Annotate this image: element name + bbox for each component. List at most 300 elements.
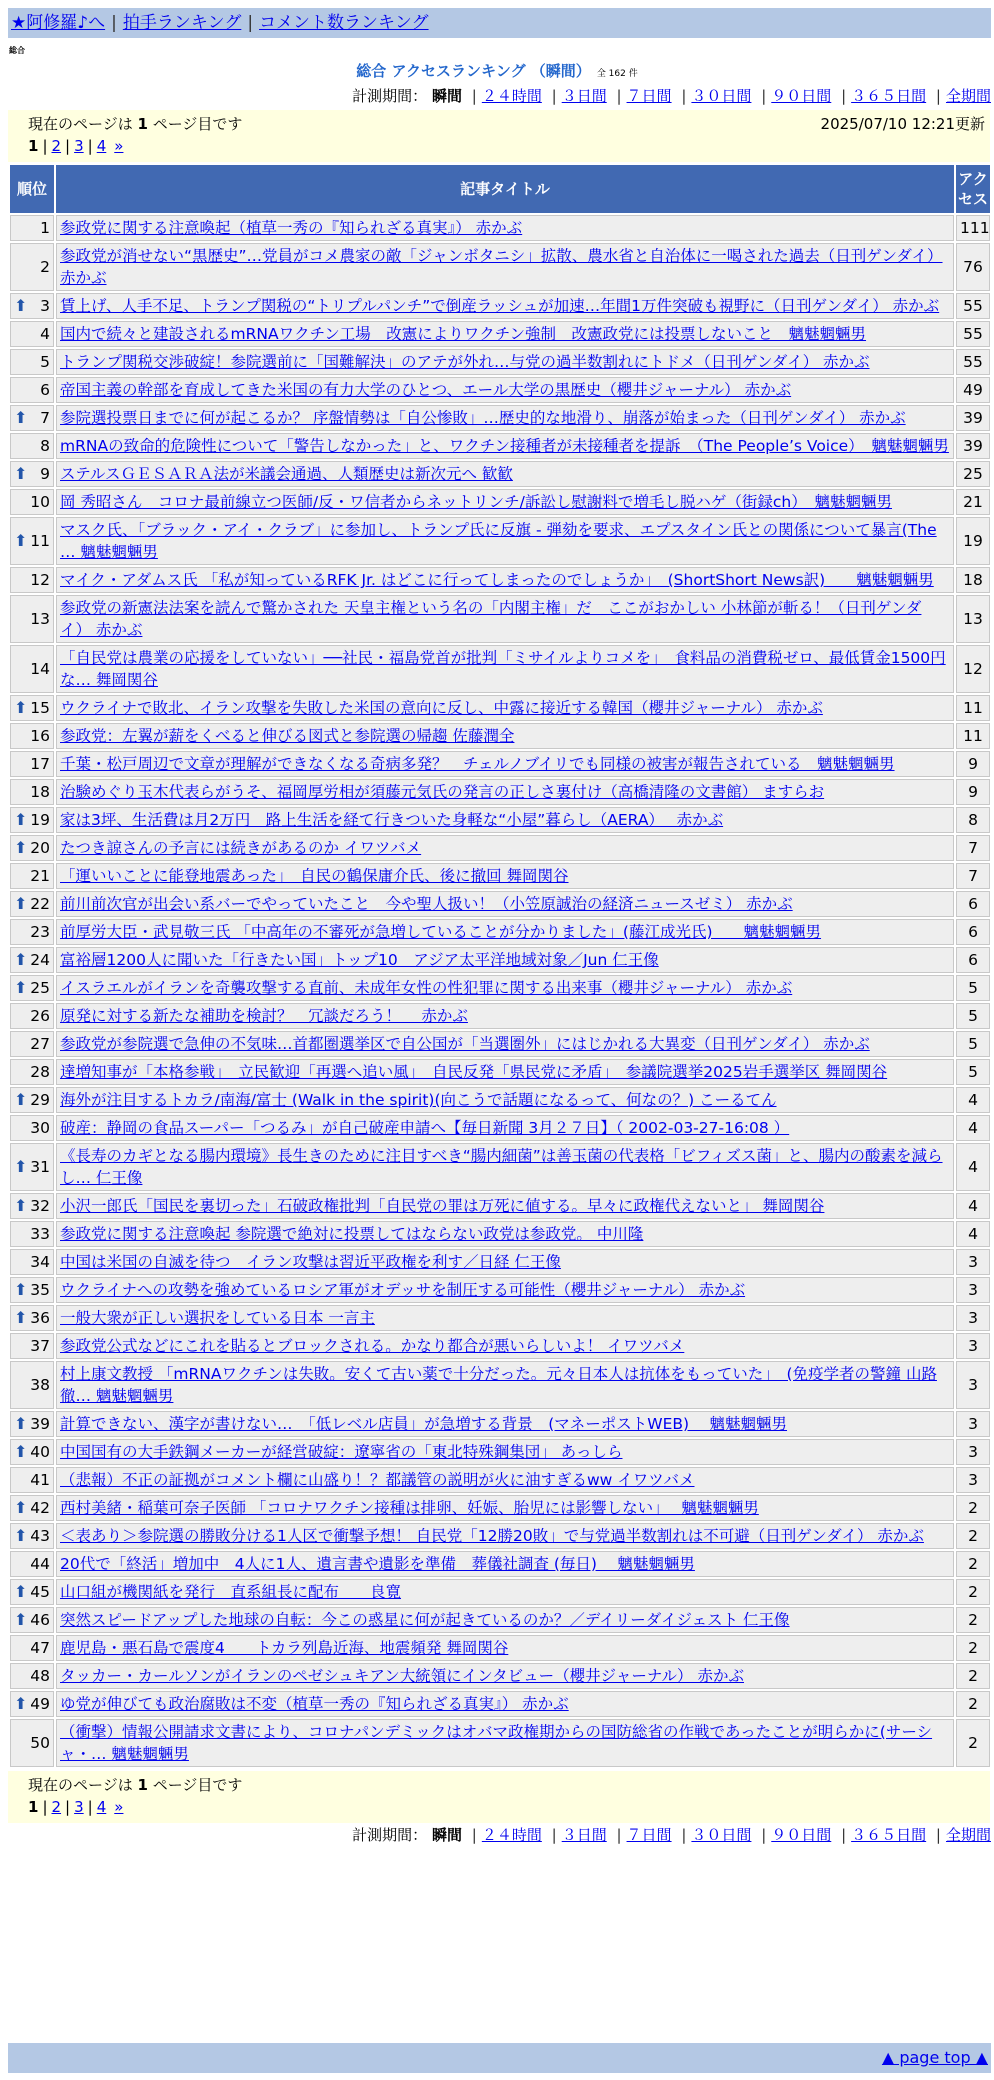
access-count: 3	[956, 1411, 990, 1437]
rank-number: 37	[30, 1337, 50, 1355]
table-header-row	[10, 165, 990, 213]
up-arrow-icon: ⬆	[14, 1196, 28, 1215]
article-link[interactable]: タッカー・カールソンがイランのペゼシュキアン大統領にインタビュー（櫻井ジャーナル） 赤かぶ	[60, 1667, 744, 1685]
access-count: 4	[956, 1087, 990, 1113]
rank-number: 12	[30, 571, 50, 589]
rank-cell	[10, 1411, 54, 1437]
nav-separator: |	[111, 13, 117, 33]
title-cell	[56, 1305, 954, 1331]
article-link[interactable]: 小沢一郎氏「国民を裏切った」石破政権批判「自民党の罪は万死に値する。早々に政権代えないと」 舞岡関谷	[60, 1197, 825, 1215]
up-arrow-icon: ⬆	[14, 1610, 28, 1629]
access-count: 5	[956, 1031, 990, 1057]
access-count: 4	[956, 1115, 990, 1141]
period-selector-bottom: 計測期間： 瞬間 | ２４時間 | ３日間 | ７日間 | ３０日間 | ９０日間 | ３６５日間 | 全期間	[352, 1826, 991, 1844]
rank-cell	[10, 1143, 54, 1191]
title-cell	[56, 919, 954, 945]
article-link[interactable]: 西村美緒・稲葉可奈子医師 「コロナワクチン接種は排卵、妊娠、胎児には影響しない」 魑魅魍魎男	[60, 1499, 759, 1517]
access-count: 11	[956, 695, 990, 721]
table-row	[10, 1143, 990, 1191]
access-count: 11	[956, 723, 990, 749]
table-row	[10, 405, 990, 431]
article-link[interactable]: 突然スピードアップした地球の自転：今この惑星に何が起きているのか？／デイリーダイジェスト 仁王像	[60, 1611, 790, 1629]
page-current: 1	[28, 1798, 39, 1816]
page-next[interactable]: »	[114, 1798, 124, 1816]
title-cell	[56, 645, 954, 693]
title-cell	[56, 1411, 954, 1437]
access-count: 76	[956, 243, 990, 291]
access-count: 2	[956, 1635, 990, 1661]
rank-number: 26	[30, 1007, 50, 1025]
title-cell	[56, 1635, 954, 1661]
table-row	[10, 1361, 990, 1409]
article-link[interactable]: 参院選投票日までに何が起こるか？ 序盤情勢は「自公惨敗」…歴史的な地滑り、崩落が始まった（日刊ゲンダイ） 赤かぶ	[60, 409, 906, 427]
article-link[interactable]: 賃上げ、人手不足、トランプ関税の“トリプルパンチ”で倒産ラッシュが加速…年間1万件突破も視野に（日刊ゲンダイ） 赤かぶ	[60, 297, 940, 315]
rank-cell	[10, 1333, 54, 1359]
period-link-90d[interactable]: ９０日間	[771, 1826, 832, 1844]
rank-number: 10	[30, 493, 50, 511]
table-row	[10, 1115, 990, 1141]
title-cell	[56, 1607, 954, 1633]
access-count: 39	[956, 405, 990, 431]
title-cell	[56, 891, 954, 917]
article-link[interactable]: 破産：静岡の食品スーパー「つるみ」が自己破産申請へ【毎日新聞 3月２７日】（ 2002-03-27-16:08 ）	[60, 1119, 790, 1137]
table-row	[10, 1495, 990, 1521]
page-link-4[interactable]: 4	[96, 1798, 107, 1816]
table-row	[10, 863, 990, 889]
access-count: 39	[956, 433, 990, 459]
rank-cell	[10, 1495, 54, 1521]
article-link[interactable]: 前厚労大臣・武見敬三氏 「中高年の不審死が急増していることが分かりました」(藤江成光氏) 魑魅魍魎男	[60, 923, 822, 941]
ranking-table	[8, 163, 992, 1769]
article-link[interactable]: ウクライナへの攻勢を強めているロシア軍がオデッサを制圧する可能性（櫻井ジャーナル） 赤かぶ	[60, 1281, 746, 1299]
title-cell	[56, 1691, 954, 1717]
access-count: 55	[956, 349, 990, 375]
rank-cell	[10, 891, 54, 917]
table-row	[10, 1059, 990, 1085]
title-cell	[56, 1333, 954, 1359]
up-arrow-icon: ⬆	[14, 531, 28, 550]
updated-timestamp: 2025/07/10 12:21更新	[820, 115, 985, 133]
article-link[interactable]: 「自民党は農業の応援をしていない」──社民・福島党首が批判「ミサイルよりコメを」 食料品の消費税ゼロ、最低賃金1500円な… 舞岡関谷	[60, 649, 946, 689]
table-row	[10, 1607, 990, 1633]
page-next[interactable]: »	[114, 137, 124, 155]
period-selector-top: 計測期間： 瞬間 | ２４時間 | ３日間 | ７日間 | ３０日間 | ９０日間 | ３６５日間 | 全期間	[352, 87, 991, 105]
rank-number: 50	[30, 1734, 50, 1752]
page-links-bottom: 1 | 2 | 3 | 4 »	[28, 1798, 124, 1816]
rank-cell	[10, 517, 54, 565]
rank-number: 14	[30, 660, 50, 678]
article-link[interactable]: 参政党が消せない“黒歴史”…党員がコメ農家の敵「ジャンボタニシ」拡散、農水省と自治体に一喝された過去（日刊ゲンダイ） 赤かぶ	[60, 247, 943, 287]
rank-cell	[10, 595, 54, 643]
access-count: 6	[956, 919, 990, 945]
article-link[interactable]: 山口組が機関紙を発行 直系組長に配布 良寛	[60, 1583, 402, 1601]
rank-number: 43	[30, 1527, 50, 1545]
page-link-2[interactable]: 2	[51, 1798, 62, 1816]
rank-cell	[10, 461, 54, 487]
rank-cell	[10, 975, 54, 1001]
article-link[interactable]: 「運いいことに能登地震あった」 自民の鶴保庸介氏、後に撤回 舞岡関谷	[60, 867, 569, 885]
rank-number: 11	[30, 532, 50, 550]
table-row	[10, 517, 990, 565]
period-current: 瞬間	[431, 1826, 462, 1844]
rank-number: 41	[30, 1471, 50, 1489]
article-link[interactable]: 鹿児島・悪石島で震度4 トカラ列島近海、地震頻発 舞岡関谷	[60, 1639, 509, 1657]
rank-cell	[10, 1607, 54, 1633]
access-count: 111	[956, 215, 990, 241]
period-link-30d[interactable]: ３０日間	[691, 87, 752, 105]
article-link[interactable]: 達増知事が「本格参戦」 立民歓迎「再選へ追い風」 自民反発「県民党に矛盾」 参議院選挙2025岩手選挙区 舞岡関谷	[60, 1063, 888, 1081]
access-count: 19	[956, 517, 990, 565]
period-link-all[interactable]: 全期間	[945, 87, 991, 105]
rank-cell	[10, 1691, 54, 1717]
up-arrow-icon: ⬆	[14, 894, 28, 913]
period-link-7d[interactable]: ７日間	[626, 1826, 672, 1844]
access-count: 4	[956, 1143, 990, 1191]
rank-number: 32	[30, 1197, 50, 1215]
page-link-2[interactable]: 2	[51, 137, 62, 155]
table-row	[10, 243, 990, 291]
access-count: 3	[956, 1305, 990, 1331]
table-row	[10, 433, 990, 459]
article-link[interactable]: 千葉・松戸周辺で文章が理解ができなくなる奇病多発？ チェルノブイリでも同様の被害が報告されている 魑魅魍魎男	[60, 755, 895, 773]
rank-number: 4	[40, 325, 50, 343]
rank-cell	[10, 1277, 54, 1303]
rank-cell	[10, 349, 54, 375]
rank-number: 8	[40, 437, 50, 455]
article-link[interactable]: ＜表あり＞参院選の勝敗分ける1人区で衝撃予想！ 自民党「12勝20敗」で与党過半数割れは不可避（日刊ゲンダイ） 赤かぶ	[60, 1527, 924, 1545]
up-arrow-icon: ⬆	[14, 1498, 28, 1517]
rank-cell	[10, 1719, 54, 1767]
rank-number: 48	[30, 1667, 50, 1685]
rank-number: 24	[30, 951, 50, 969]
rank-number: 45	[30, 1583, 50, 1601]
ranking-heading	[0, 60, 994, 85]
rank-number: 15	[30, 699, 50, 717]
article-link[interactable]: （悲報）不正の証拠がコメント欄に山盛り！？都議管の説明が火に油すぎるww イワツバメ	[60, 1471, 695, 1489]
rank-number: 1	[40, 219, 50, 237]
rank-cell	[10, 919, 54, 945]
up-arrow-icon: ⬆	[14, 1526, 28, 1545]
article-link[interactable]: 計算できない、漢字が書けない… 「低レベル店員」が急増する背景 (マネーポストWEB) 魑魅魍魎男	[60, 1415, 788, 1433]
article-link[interactable]: マスク氏、「ブラック・アイ・クラブ」に参加し、トランプ氏に反旗 - 弾劾を要求、エプスタイン氏との関係について暴言(The … 魑魅魍魎男	[60, 521, 937, 561]
article-link[interactable]: 海外が注目するトカラ/南海/富士 (Walk in the spirit)(向こうで話題になるって、何なの？) こーるてん	[60, 1091, 777, 1109]
table-row	[10, 975, 990, 1001]
access-count: 55	[956, 321, 990, 347]
table-row	[10, 1305, 990, 1331]
article-link[interactable]: ステルスＧＥＳＡＲＡ法が米議会通過、人類歴史は新次元へ 歓歓	[60, 465, 513, 483]
title-cell	[56, 349, 954, 375]
table-row	[10, 1031, 990, 1057]
table-row	[10, 695, 990, 721]
up-arrow-icon: ⬆	[14, 1582, 28, 1601]
home-link[interactable]: ★阿修羅♪へ	[11, 13, 106, 33]
page-link-3[interactable]: 3	[74, 137, 84, 155]
ranking-body	[10, 215, 990, 1767]
article-link[interactable]: 参政党が参院選で急伸の不気味…首都圏選挙区で自公国が「当選圏外」にはじかれる大異変（日刊ゲンダイ） 赤かぶ	[60, 1035, 870, 1053]
page-title: 総合 アクセスランキング （瞬間）	[356, 62, 591, 80]
article-link[interactable]: 参政党：左翼が薪をくべると伸びる図式と参院選の帰趨 佐藤潤全	[60, 727, 515, 745]
col-access-header: アクセス	[956, 165, 990, 213]
rank-number: 7	[40, 409, 50, 427]
article-link[interactable]: ゆ党が伸びても政治腐敗は不変（植草一秀の『知られざる真実』） 赤かぶ	[60, 1695, 569, 1713]
period-link-365d[interactable]: ３６５日間	[851, 87, 927, 105]
article-link[interactable]: 参政党の新憲法法案を読んで驚かされた 天皇主権という名の「内閣主権」だ ここがおかしい 小林節が斬る！（日刊ゲンダイ） 赤かぶ	[60, 599, 922, 639]
rank-number: 40	[30, 1443, 50, 1461]
access-count: 3	[956, 1277, 990, 1303]
table-row	[10, 1439, 990, 1465]
article-link[interactable]: 村上康文教授 「mRNAワクチンは失敗。安くて古い薬で十分だった。元々日本人は抗体をもっていた」 (免疫学者の警鐘 山路 徹… 魑魅魍魎男	[60, 1365, 937, 1405]
title-cell	[56, 1221, 954, 1247]
article-link[interactable]: 一般大衆が正しい選択をしている日本 一言主	[60, 1309, 375, 1327]
access-count: 55	[956, 293, 990, 319]
period-link-24h[interactable]: ２４時間	[481, 1826, 542, 1844]
rank-number: 13	[30, 610, 50, 628]
rank-number: 34	[30, 1253, 50, 1271]
rank-cell	[10, 433, 54, 459]
table-row	[10, 1551, 990, 1577]
page-top-link[interactable]: ▲ page top ▲	[881, 2048, 988, 2067]
table-row	[10, 1719, 990, 1767]
table-row	[10, 215, 990, 241]
top-nav	[8, 8, 991, 38]
title-cell	[56, 1551, 954, 1577]
article-link[interactable]: トランプ関税交渉破綻！参院選前に「国難解決」のアテが外れ…与党の過半数割れにトドメ（日刊ゲンダイ） 赤かぶ	[60, 353, 870, 371]
period-link-365d[interactable]: ３６５日間	[851, 1826, 927, 1844]
rank-number: 19	[30, 811, 50, 829]
table-row	[10, 919, 990, 945]
table-row	[10, 1579, 990, 1605]
rank-cell	[10, 695, 54, 721]
rank-cell	[10, 1439, 54, 1465]
article-link[interactable]: 20代で「終活」増加中 4人に1人、遺言書や遺影を準備 葬儀社調査 (毎日) 魑魅魍魎男	[60, 1555, 695, 1573]
title-cell	[56, 1361, 954, 1409]
table-row	[10, 891, 990, 917]
access-count: 9	[956, 751, 990, 777]
rank-number: 27	[30, 1035, 50, 1053]
table-row	[10, 1691, 990, 1717]
rank-cell	[10, 835, 54, 861]
access-count: 2	[956, 1495, 990, 1521]
table-row	[10, 779, 990, 805]
table-row	[10, 1087, 990, 1113]
table-row	[10, 321, 990, 347]
access-count: 3	[956, 1333, 990, 1359]
article-link[interactable]: 《長寿のカギとなる腸内環境》長生きのために注目すべき“腸内細菌”は善玉菌の代表格「ビフィズス菌」と、腸内の酸素を減らし… 仁王像	[60, 1147, 943, 1187]
rank-number: 47	[30, 1639, 50, 1657]
rank-number: 18	[30, 783, 50, 801]
rank-cell	[10, 567, 54, 593]
rank-number: 17	[30, 755, 50, 773]
pager-top	[8, 110, 990, 162]
access-count: 3	[956, 1467, 990, 1493]
up-arrow-icon: ⬆	[14, 1414, 28, 1433]
table-row	[10, 835, 990, 861]
rank-cell	[10, 779, 54, 805]
article-link[interactable]: たつき諒さんの予言には続きがあるのか イワツバメ	[60, 839, 422, 857]
rank-cell	[10, 1523, 54, 1549]
table-row	[10, 567, 990, 593]
rank-cell	[10, 1221, 54, 1247]
rank-number: 36	[30, 1309, 50, 1327]
rank-number: 21	[30, 867, 50, 885]
article-link[interactable]: 原発に対する新たな補助を検討？ 冗談だろう！ 赤かぶ	[60, 1007, 468, 1025]
col-rank-header: 順位	[10, 165, 54, 213]
access-count: 5	[956, 1003, 990, 1029]
article-link[interactable]: 中国は米国の自滅を待つ イラン攻撃は習近平政権を利す／日経 仁王像	[60, 1253, 561, 1271]
pager-bottom	[8, 1771, 990, 1823]
title-cell	[56, 975, 954, 1001]
title-cell	[56, 1143, 954, 1191]
table-row	[10, 1277, 990, 1303]
title-cell	[56, 807, 954, 833]
article-link[interactable]: 参政党に関する注意喚起（植草一秀の『知られざる真実』） 赤かぶ	[60, 219, 523, 237]
period-current: 瞬間	[431, 87, 462, 105]
article-link[interactable]: 前川前次官が出会い系バーでやっていたこと 今や聖人扱い！（小笠原誠治の経済ニュースゼミ） 赤かぶ	[60, 895, 793, 913]
access-count: 3	[956, 1361, 990, 1409]
up-arrow-icon: ⬆	[14, 950, 28, 969]
title-cell	[56, 321, 954, 347]
rank-cell	[10, 1059, 54, 1085]
title-cell	[56, 461, 954, 487]
up-arrow-icon: ⬆	[14, 1280, 28, 1299]
rank-cell	[10, 1635, 54, 1661]
rank-number: 39	[30, 1415, 50, 1433]
article-link[interactable]: 中国国有の大手鉄鋼メーカーが経営破綻：遼寧省の「東北特殊鋼集団」 あっしら	[60, 1443, 623, 1461]
up-arrow-icon: ⬆	[14, 408, 28, 427]
article-link[interactable]: （衝撃）情報公開請求文書により、コロナパンデミックはオバマ政権期からの国防総省の作戦であったことが明らかに(サーシャ・… 魑魅魍魎男	[60, 1723, 933, 1763]
title-cell	[56, 751, 954, 777]
up-arrow-icon: ⬆	[14, 1157, 28, 1176]
title-cell	[56, 567, 954, 593]
article-link[interactable]: イスラエルがイランを奇襲攻撃する直前、未成年女性の性犯罪に関する出来事（櫻井ジャーナル） 赤かぶ	[60, 979, 793, 997]
title-cell	[56, 1277, 954, 1303]
up-arrow-icon: ⬆	[14, 296, 28, 315]
access-count: 21	[956, 489, 990, 515]
rank-cell	[10, 1467, 54, 1493]
period-link-7d[interactable]: ７日間	[626, 87, 672, 105]
article-link[interactable]: 参政党公式などにこれを貼るとブロックされる。かなり都合が悪いらしいよ！ イワツバメ	[60, 1337, 685, 1355]
title-cell	[56, 243, 954, 291]
title-cell	[56, 433, 954, 459]
up-arrow-icon: ⬆	[14, 810, 28, 829]
article-link[interactable]: 治験めぐり玉木代表らがうそ、福岡厚労相が須藤元気氏の発言の正しさ裏付け（高橋清隆の文書館） ますらお	[60, 783, 825, 801]
period-link-24h[interactable]: ２４時間	[481, 87, 542, 105]
rank-cell	[10, 1087, 54, 1113]
rank-cell	[10, 1249, 54, 1275]
period-link-3d[interactable]: ３日間	[561, 1826, 607, 1844]
page-link-3[interactable]: 3	[74, 1798, 84, 1816]
article-link[interactable]: 国内で続々と建設されるmRNAワクチン工場 改憲によりワクチン強制 改憲政党には投票しないこと 魑魅魍魎男	[60, 325, 867, 343]
up-arrow-icon: ⬆	[14, 698, 28, 717]
access-count: 4	[956, 1193, 990, 1219]
rank-cell	[10, 293, 54, 319]
rank-cell	[10, 321, 54, 347]
rank-number: 5	[40, 353, 50, 371]
title-cell	[56, 489, 954, 515]
table-row	[10, 1523, 990, 1549]
title-cell	[56, 1663, 954, 1689]
table-row	[10, 461, 990, 487]
access-count: 2	[956, 1523, 990, 1549]
access-count: 8	[956, 807, 990, 833]
table-row	[10, 377, 990, 403]
rank-cell	[10, 1305, 54, 1331]
article-link[interactable]: マイク・アダムス氏 「私が知っているRFK Jr. はどこに行ってしまったのでしょうか」 (ShortShort News訳) 魑魅魍魎男	[60, 571, 934, 589]
article-link[interactable]: 帝国主義の幹部を育成してきた米国の有力大学のひとつ、エール大学の黒歴史（櫻井ジャーナル） 赤かぶ	[60, 381, 792, 399]
access-count: 5	[956, 975, 990, 1001]
article-link[interactable]: mRNAの致命的危険性について「警告しなかった」と、ワクチン接種者が未接種者を提訴 （The People’s Voice） 魑魅魍魎男	[60, 437, 949, 455]
table-row	[10, 751, 990, 777]
up-arrow-icon: ⬆	[14, 838, 28, 857]
rank-cell	[10, 489, 54, 515]
rank-cell	[10, 1031, 54, 1057]
rank-number: 6	[40, 381, 50, 399]
up-arrow-icon: ⬆	[14, 1694, 28, 1713]
rank-cell	[10, 863, 54, 889]
article-link[interactable]: 富裕層1200人に聞いた「行きたい国」トップ10 アジア太平洋地域対象／Jun 仁王像	[60, 951, 659, 969]
rank-number: 2	[40, 258, 50, 276]
rank-cell	[10, 947, 54, 973]
table-row	[10, 645, 990, 693]
rank-cell	[10, 645, 54, 693]
rank-number: 38	[30, 1376, 50, 1394]
table-row	[10, 1663, 990, 1689]
access-count: 12	[956, 645, 990, 693]
comment-ranking-link[interactable]: コメント数ランキング	[259, 13, 429, 33]
table-row	[10, 489, 990, 515]
title-cell	[56, 695, 954, 721]
title-cell	[56, 1467, 954, 1493]
rank-cell	[10, 1193, 54, 1219]
page-link-4[interactable]: 4	[96, 137, 107, 155]
rank-number: 30	[30, 1119, 50, 1137]
access-count: 25	[956, 461, 990, 487]
footer-nav	[8, 2043, 991, 2073]
rank-number: 3	[40, 297, 50, 315]
up-arrow-icon: ⬆	[14, 1442, 28, 1461]
table-row	[10, 1333, 990, 1359]
rank-cell	[10, 1663, 54, 1689]
access-count: 6	[956, 947, 990, 973]
rank-cell	[10, 1551, 54, 1577]
table-row	[10, 1249, 990, 1275]
title-cell	[56, 377, 954, 403]
clap-ranking-link[interactable]: 拍手ランキング	[122, 13, 242, 33]
rank-number: 44	[30, 1555, 50, 1573]
access-count: 7	[956, 863, 990, 889]
access-count: 2	[956, 1579, 990, 1605]
article-link[interactable]: ウクライナで敗北、イラン攻撃を失敗した米国の意向に反し、中露に接近する韓国（櫻井ジャーナル） 赤かぶ	[60, 699, 823, 717]
access-count: 6	[956, 891, 990, 917]
rank-number: 33	[30, 1225, 50, 1243]
article-link[interactable]: 家は3坪、生活費は月2万円 路上生活を経て行きついた身軽な“小屋”暮らし（AERA） 赤かぶ	[60, 811, 724, 829]
table-row	[10, 947, 990, 973]
period-link-30d[interactable]: ３０日間	[691, 1826, 752, 1844]
table-row	[10, 595, 990, 643]
access-count: 7	[956, 835, 990, 861]
period-link-3d[interactable]: ３日間	[561, 87, 607, 105]
period-link-all[interactable]: 全期間	[945, 1826, 991, 1844]
up-arrow-icon: ⬆	[14, 464, 28, 483]
period-link-90d[interactable]: ９０日間	[771, 87, 832, 105]
article-link[interactable]: 参政党に関する注意喚起 参院選で絶対に投票してはならない政党は参政党。 中川隆	[60, 1225, 644, 1243]
rank-cell	[10, 243, 54, 291]
up-arrow-icon: ⬆	[14, 1090, 28, 1109]
rank-number: 49	[30, 1695, 50, 1713]
title-cell	[56, 1439, 954, 1465]
article-link[interactable]: 岡 秀昭さん コロナ最前線立つ医師/反・ワ信者からネットリンチ/訴訟し慰謝料で増毛し脱ハゲ（街録ch） 魑魅魍魎男	[60, 493, 892, 511]
access-count: 2	[956, 1551, 990, 1577]
